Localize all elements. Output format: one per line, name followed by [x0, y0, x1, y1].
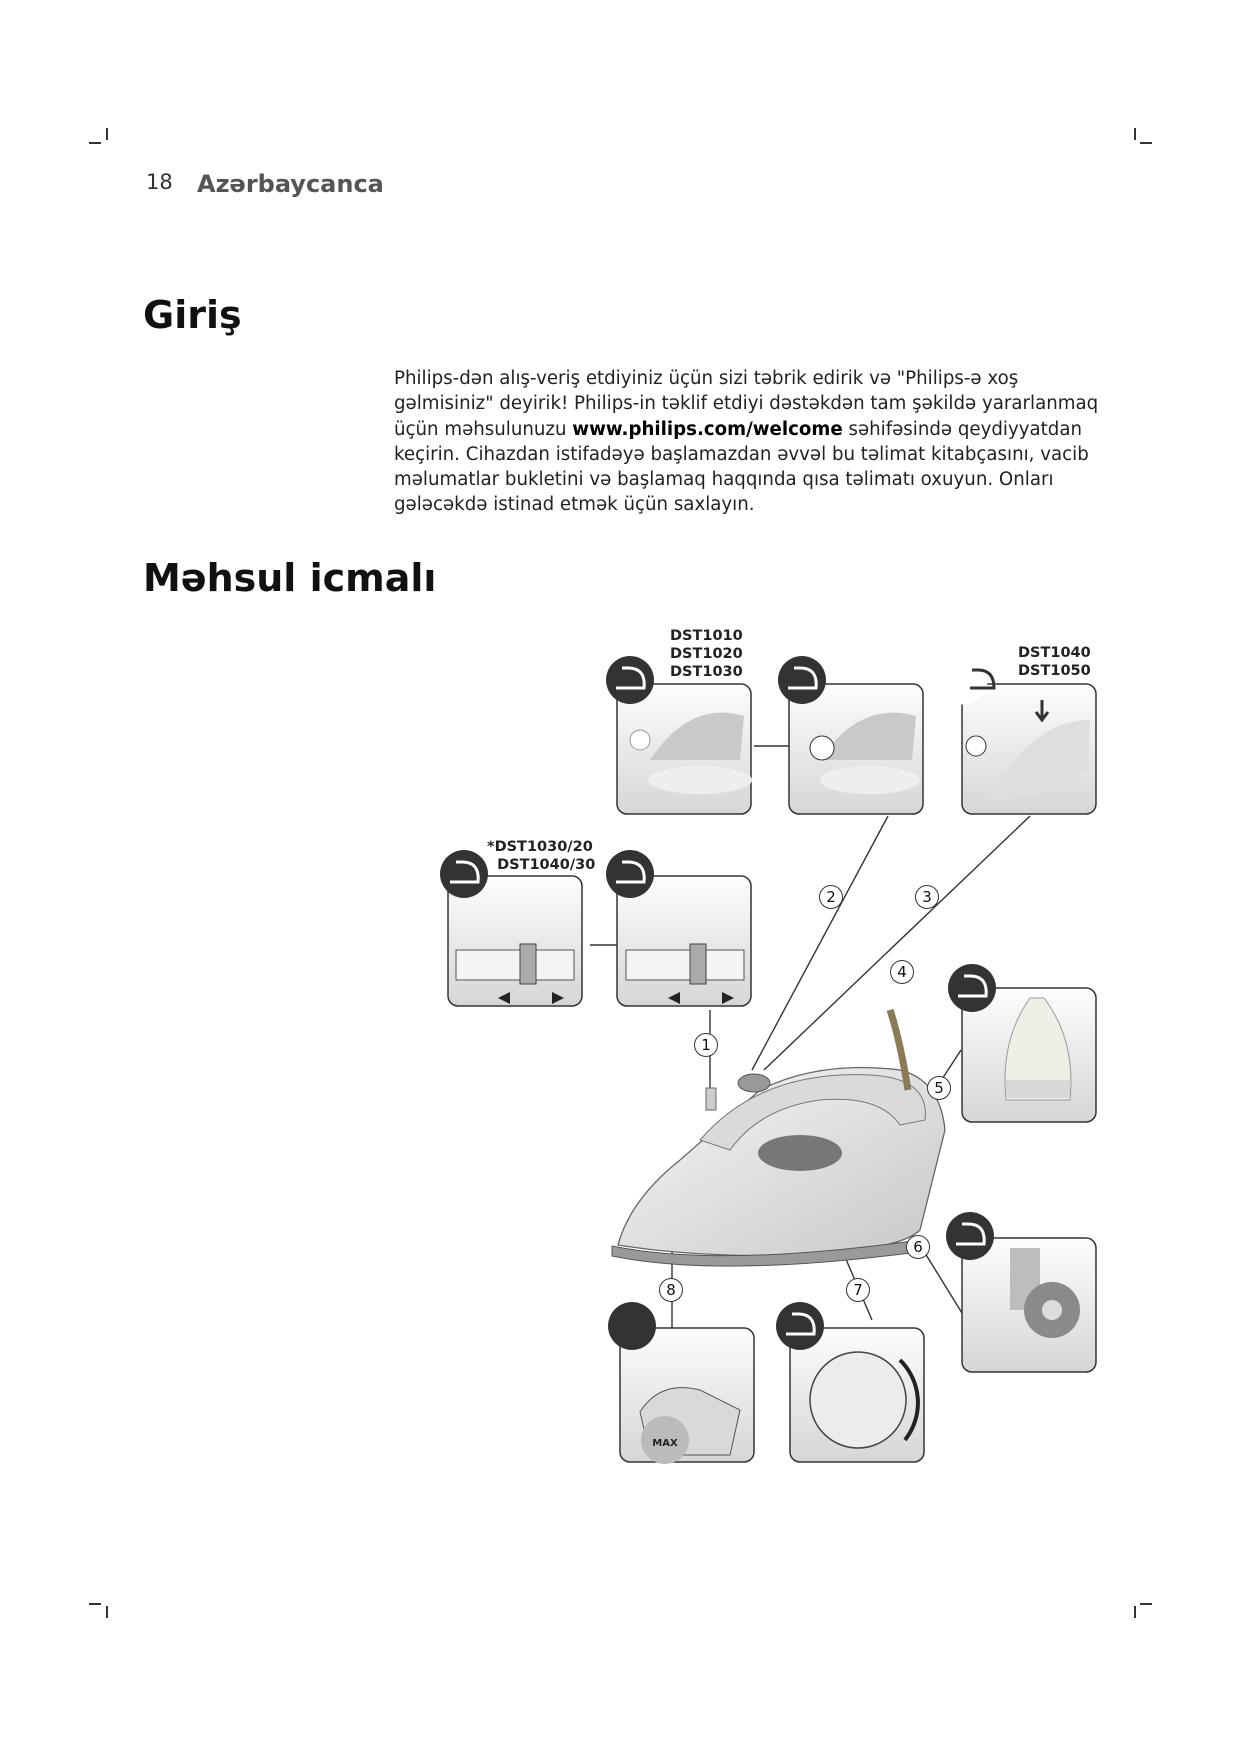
callout-8: 8: [659, 1278, 683, 1302]
top-panel-2: [789, 684, 923, 814]
spray-symbol-icon: [939, 656, 987, 704]
callout-4: 4: [890, 960, 914, 984]
steam-symbol-icon: [606, 656, 654, 704]
page-language: Azərbaycanca: [197, 170, 384, 198]
callout-6: 6: [906, 1235, 930, 1259]
callout-7: 7: [846, 1278, 870, 1302]
temperature-icon: [776, 1302, 824, 1350]
top-panel-1: [617, 684, 752, 814]
max-label: MAX: [652, 1438, 678, 1449]
steam-control-icon: [440, 850, 488, 898]
page-number: 18: [146, 170, 173, 194]
water-cap-icon: [946, 1212, 994, 1260]
intro-heading: Giriş: [143, 293, 242, 337]
fill-water-icon: [608, 1302, 656, 1350]
model-label-dst1010-1030: DST1010 DST1020 DST1030: [670, 628, 743, 680]
overview-heading: Məhsul icmalı: [143, 556, 437, 600]
steam-symbol-icon-2: [778, 656, 826, 704]
model-label-dst1030-20: *DST1030/20 DST1040/30: [487, 839, 596, 873]
callout-3: 3: [915, 885, 939, 909]
top-panel-3: [962, 684, 1096, 814]
temperature-dial-panel: [790, 1328, 924, 1462]
welcome-link[interactable]: www.philips.com/welcome: [572, 418, 843, 440]
callout-5: 5: [927, 1076, 951, 1100]
water-tank-cap-panel: [962, 1238, 1096, 1372]
steam-iron: [612, 1010, 945, 1266]
steam-control-icon-2: [606, 850, 654, 898]
soleplate-icon: [948, 964, 996, 1012]
model-label-dst1040-1050: DST1040 DST1050: [1018, 645, 1091, 679]
callout-2: 2: [819, 885, 843, 909]
callout-1: 1: [694, 1033, 718, 1057]
intro-text-after: səhifəsində qeydiyyatdan keçirin. Cihazdan istifadəyə başlamazdan əvvəl bu təlimat kitabçasını, vacib məlumatlar bukletini və başlamaq haqqında qısa təlimatı oxuyun. Onları gələcəkdə istinad etmək üçün saxlayın.: [394, 418, 1089, 516]
intro-text-before: Philips-dən alış-veriş etdiyiniz üçün sizi təbrik edirik və "Philips-ə xoş gəlmisiniz" deyirik! Philips-in təklif etdiyi dəstəkdən tam şəkildə yararlanmaq üçün məhsulunuzu: [394, 368, 1099, 440]
